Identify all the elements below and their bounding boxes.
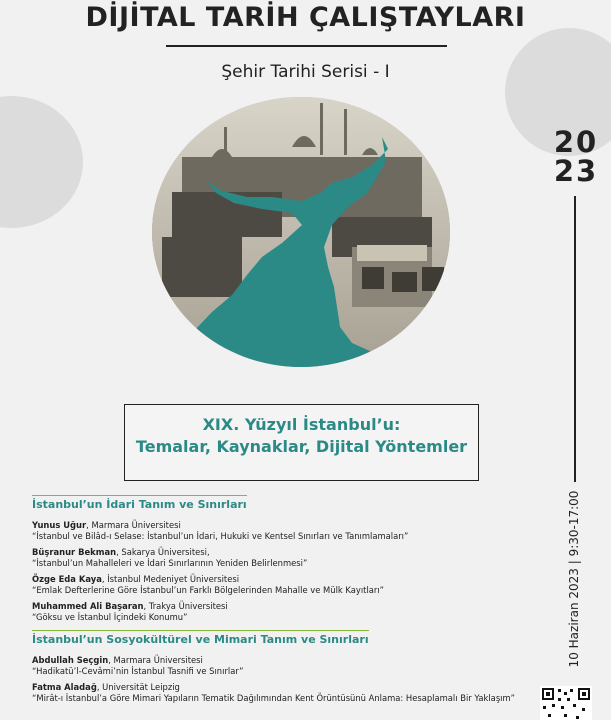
speaker	[32, 682, 552, 693]
speaker	[32, 574, 552, 585]
program	[32, 498, 552, 709]
speaker	[32, 520, 552, 531]
speaker	[32, 601, 552, 612]
speaker-affiliation: , Sakarya Üniversitesi,	[116, 547, 210, 557]
theme-line-2: Temalar, Kaynaklar, Dijital Yöntemler	[135, 437, 468, 456]
section-title	[32, 633, 552, 646]
speaker-name: Muhammed Ali Başaran	[32, 601, 144, 611]
speaker-name: Özge Eda Kaya	[32, 574, 102, 584]
theme-box	[124, 404, 479, 481]
qr-code-icon	[540, 686, 592, 720]
theme-line-1: XIX. Yüzyıl İstanbul’u:	[202, 415, 401, 434]
vertical-divider	[574, 196, 576, 482]
year	[548, 125, 604, 188]
speaker-affiliation: , Trakya Üniversitesi	[143, 601, 228, 611]
map-illustration	[152, 97, 450, 367]
year-bottom: 23	[553, 154, 599, 188]
speaker-name: Yunus Uğur	[32, 520, 87, 530]
speaker	[32, 547, 552, 558]
section-title	[32, 498, 552, 511]
talk-title: “Emlak Defterlerine Göre İstanbul’un Farklı Bölgelerinden Mahalle ve Mülk Kayıtları”	[32, 585, 385, 595]
speaker-affiliation: , Marmara Üniversitesi	[108, 655, 203, 665]
istanbul-map-image	[152, 97, 450, 367]
speaker-affiliation: , Marmara Üniversitesi	[86, 520, 181, 530]
speaker-name: Fatma Aladağ	[32, 682, 97, 692]
talk-title: “Göksu ve İstanbul İçindeki Konumu”	[32, 612, 188, 622]
talk-title: “Hadikatü’l-Cevâmi’nin İstanbul Tasnifi ve Sınırlar”	[32, 666, 244, 676]
section-title-text: İstanbul’un Sosyokültürel ve Mimari Tanım ve Sınırları	[32, 633, 369, 646]
speaker-name: Büşranur Bekman	[32, 547, 117, 557]
talk-title: “İstanbul’un Mahalleleri ve İdari Sınırlarının Yeniden Belirlenmesi”	[32, 558, 308, 568]
speaker-affiliation: , İstanbul Medeniyet Üniversitesi	[101, 574, 240, 584]
title-divider	[166, 45, 447, 47]
decorative-circle-left	[0, 96, 83, 228]
poster-title: DİJİTAL TARİH ÇALIŞTAYLARI	[85, 2, 526, 33]
qr-code[interactable]	[540, 686, 592, 720]
talk-title: “Mirât-ı İstanbul’a Göre Mimari Yapıların Tematik Dağılımından Kent Örüntüsünü Anlama: Hesaplamalı Bir Yaklaşım”	[32, 693, 516, 703]
talk-title: “İstanbul ve Bilâd-ı Selase: İstanbul’un İdari, Hukuki ve Kentsel Sınırları ve Tanımlamaları”	[32, 531, 409, 541]
speaker	[32, 655, 552, 666]
poster-subtitle: Şehir Tarihi Serisi - I	[221, 62, 390, 82]
event-date-text: 10 Haziran 2023 | 9:30-17:00	[567, 490, 581, 668]
year-top: 20	[553, 125, 599, 159]
section-title-text: İstanbul’un İdari Tanım ve Sınırları	[32, 498, 247, 511]
speaker-affiliation: , Universität Leipzig	[96, 682, 180, 692]
speaker-name: Abdullah Seçgin	[32, 655, 109, 665]
